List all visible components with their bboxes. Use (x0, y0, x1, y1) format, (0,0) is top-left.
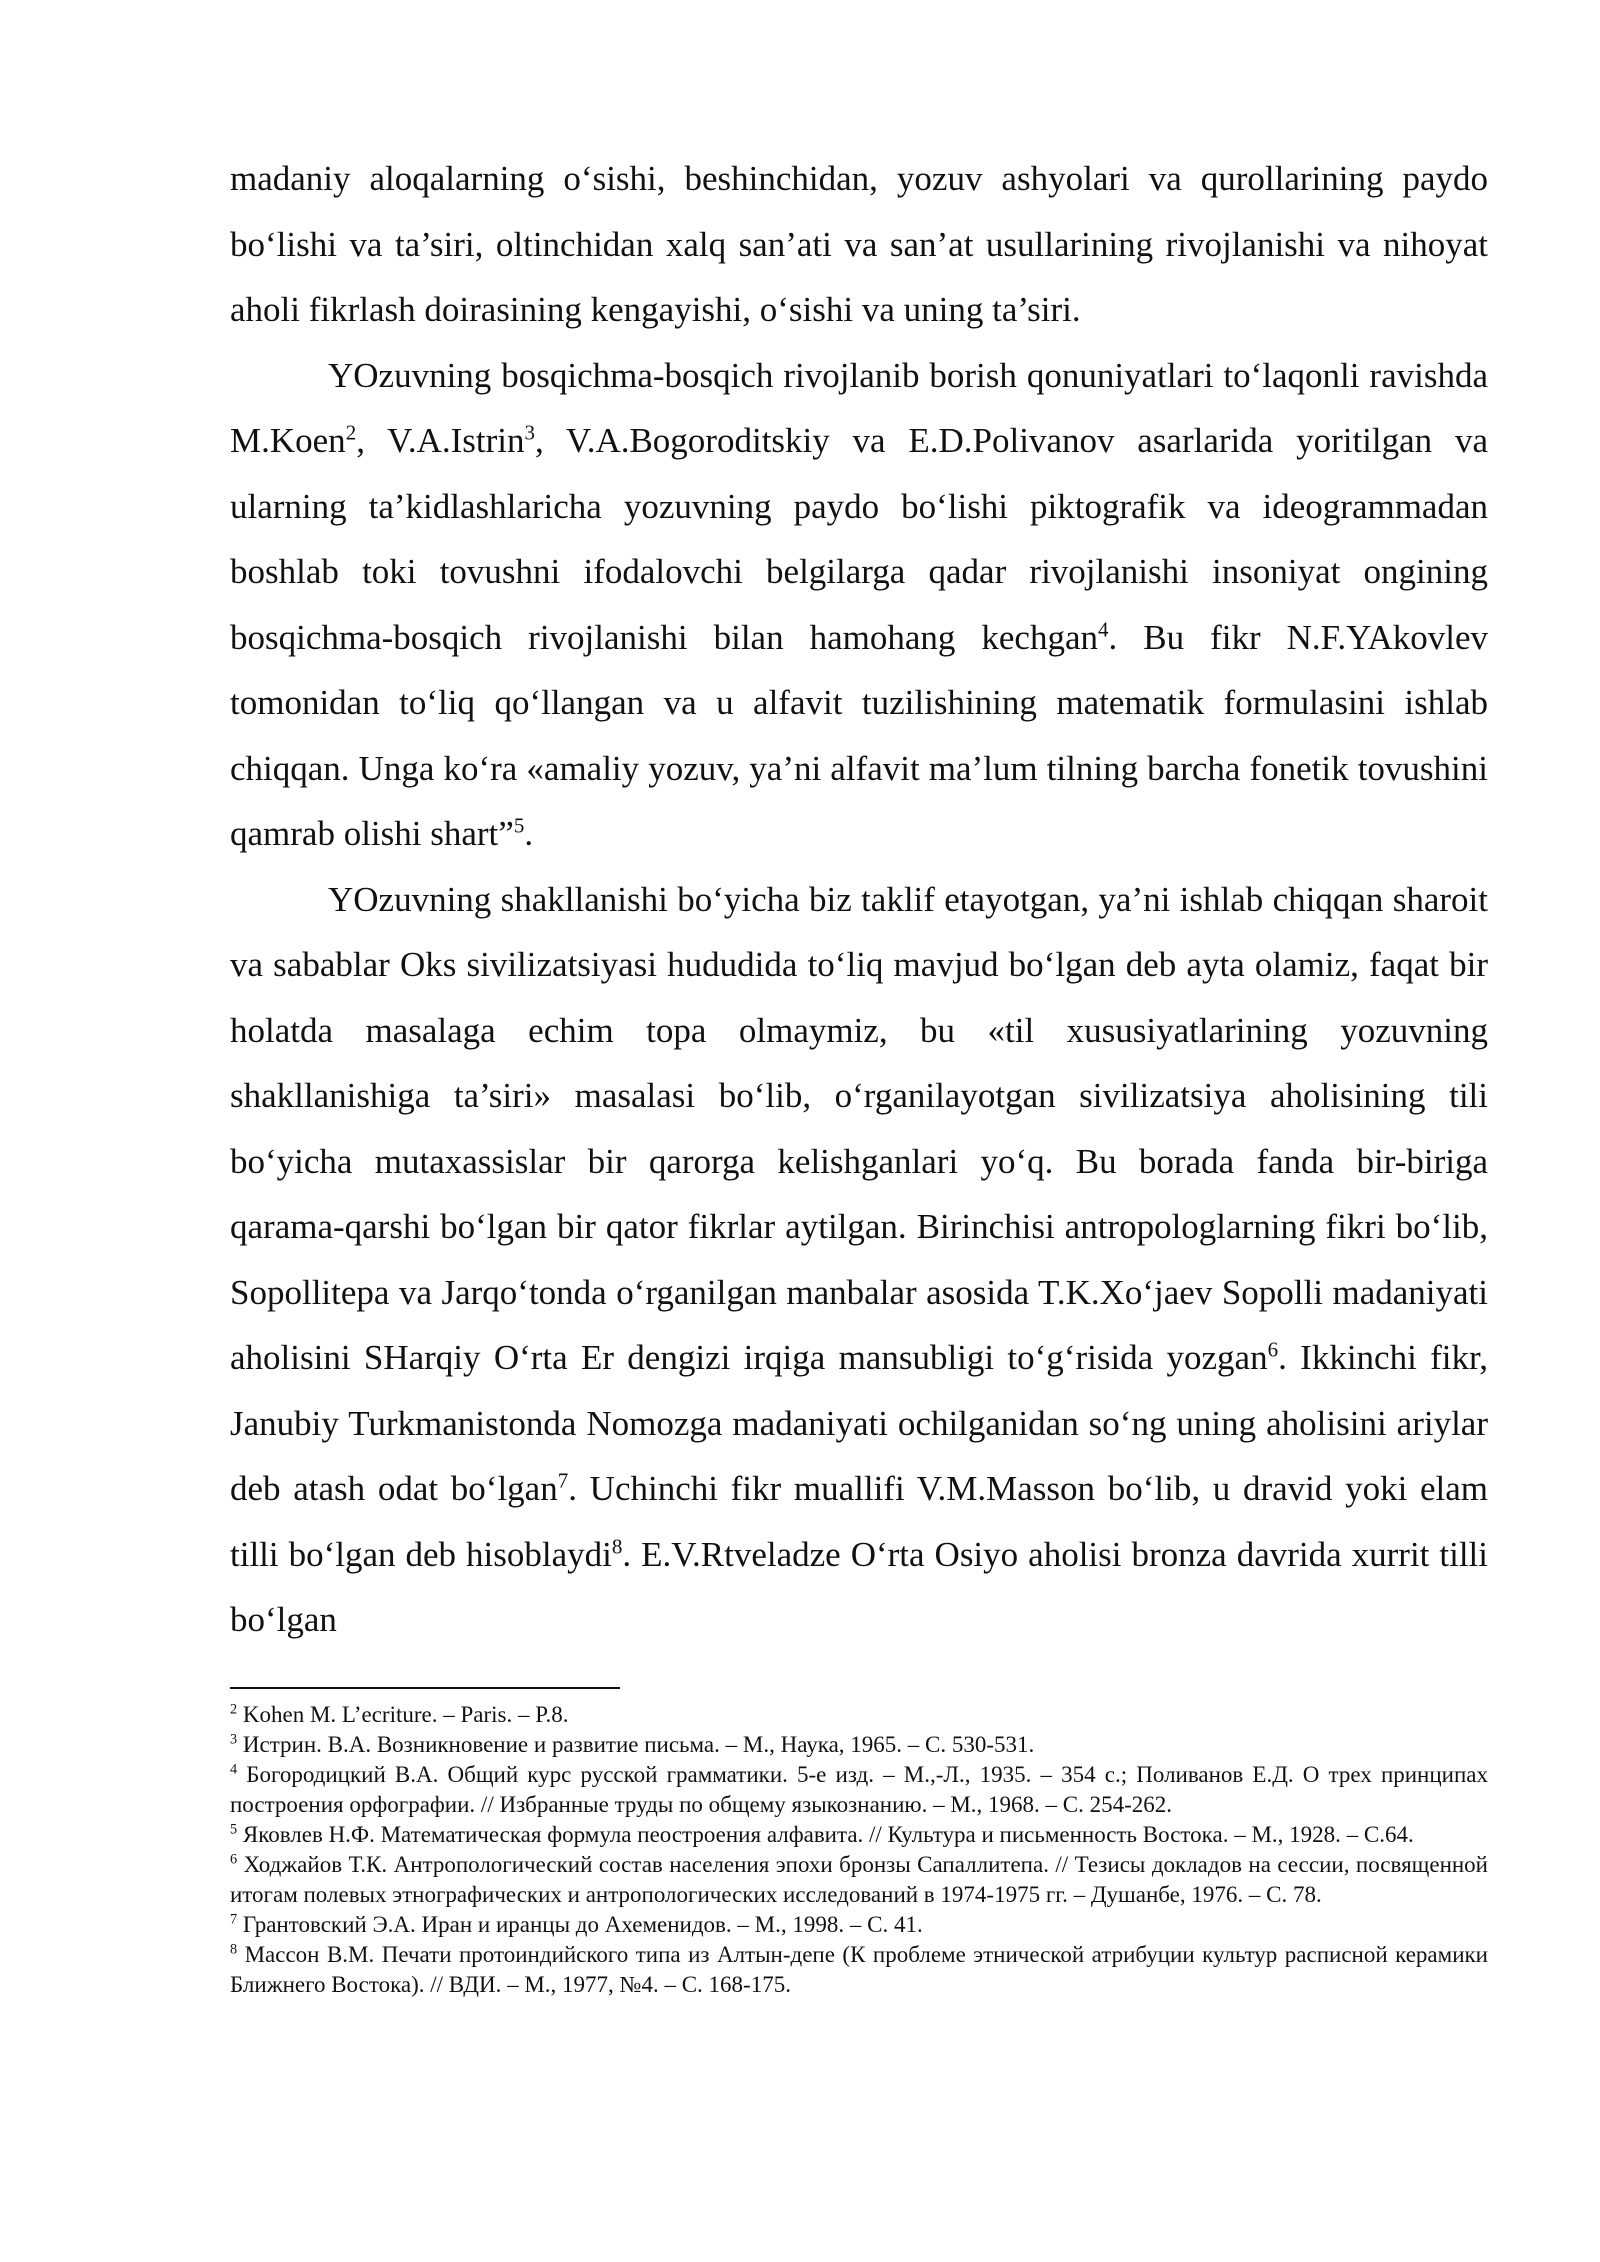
footnote-ref-5[interactable]: 5 (513, 813, 525, 838)
text-run: . Uchinchi fikr muallifi V.M.Masson bo‘lib, u dravid yoki elam tilli bo‘lgan deb hisoblaydi (230, 1469, 1489, 1574)
footnote-ref-4[interactable]: 4 (1098, 616, 1109, 641)
footnote-4 (230, 1760, 1488, 1820)
footnote-number: 7 (230, 1911, 238, 1928)
footnote-ref-7[interactable]: 7 (557, 1468, 569, 1493)
footnote-7 (230, 1910, 1488, 1940)
footnote-text: Грантовский Э.А. Иран и иранцы до Ахеменидов. – М., 1998. – С. 41. (237, 1912, 923, 1937)
text-run: . (524, 814, 534, 853)
paragraph-3 (230, 867, 1488, 1653)
paragraph-2 (230, 343, 1488, 867)
footnote-text: Массон В.М. Печати протоиндийского типа из Алтын-депе (К проблеме этнической атрибуции культур расписной керамики Ближнего Востока). // ВДИ. – М., 1977, №4. – С. 168-175. (230, 1942, 1488, 1997)
footnote-number: 8 (230, 1941, 238, 1958)
footnote-8 (230, 1940, 1488, 2000)
footnote-separator (230, 1687, 620, 1689)
footnote-3 (230, 1730, 1488, 1760)
footnote-ref-6[interactable]: 6 (1267, 1337, 1279, 1362)
text-run: , V.A.Istrin (356, 421, 525, 460)
footnote-number: 3 (230, 1731, 238, 1748)
text-run: . Ikkinchi fikr, Janubiy Turkmanistonda Nomozga madaniyati ochilganidan so‘ng uning aholisini ariylar deb atash odat bo‘lgan (230, 1338, 1488, 1508)
footnote-ref-2[interactable]: 2 (345, 420, 357, 445)
footnote-number: 6 (230, 1851, 238, 1868)
footnote-text: Истрин. В.А. Возникновение и развитие письма. – М., Наука, 1965. – С. 530-531. (237, 1732, 1035, 1757)
main-text (230, 146, 1488, 1653)
footnote-6 (230, 1850, 1488, 1910)
text-run: , V.A.Bogoroditskiy va E.D.Polivanov asarlarida yoritilgan va ularning ta’kidlashlaricha yozuvning paydo bo‘lishi piktografik va ideogrammadan boshlab toki tovushni ifodalovchi belgilarga qadar rivojlanishi insoniyat ongining bosqichma-bosqich rivojlanishi bilan hamohang kechgan (230, 421, 1488, 657)
footnote-number: 4 (230, 1761, 238, 1778)
text-run: . Bu fikr N.F.YAkovlev tomonidan to‘liq qo‘llangan va u alfavit tuzilishining matematik formulasini ishlab chiqqan. Unga ko‘ra «amaliy yozuv, ya’ni alfavit ma’lum tilning barcha fonetik tovushini qamrab olishi shart” (230, 617, 1489, 853)
text-run: . E.V.Rtveladze O‘rta Osiyo aholisi bronza davrida xurrit tilli bo‘lgan (230, 1534, 1489, 1639)
footnote-text: Яковлев Н.Ф. Математическая формула пеостроения алфавита. // Культура и письменность Востока. – М., 1928. – С.64. (237, 1822, 1414, 1847)
footnote-5 (230, 1820, 1488, 1850)
footnote-text: Богородицкий В.А. Общий курс русской грамматики. 5-е изд. – М.,-Л., 1935. – 354 с.; Поливанов Е.Д. О трех принципах построения орфографии. // Избранные труды по общему языкознанию. – М., 1968. – С. 254-262. (230, 1762, 1488, 1817)
paragraph-1-text: madaniy aloqalarning o‘sishi, beshinchidan, yozuv ashyolari va qurollarining paydo bo‘lishi va ta’siri, oltinchidan xalq san’ati va san’at usullarining rivojlanishi va nihoyat aholi fikrlash doirasining kengayishi, o‘sishi va uning ta’siri. (230, 159, 1488, 329)
footnote-ref-8[interactable]: 8 (611, 1533, 623, 1558)
footnote-ref-3[interactable]: 3 (524, 420, 536, 445)
footnote-2 (230, 1700, 1488, 1730)
footnote-number: 5 (230, 1821, 238, 1838)
footnote-text: Ходжайов Т.К. Антропологический состав населения эпохи бронзы Сапаллитепа. // Тезисы докладов на сессии, посвященной итогам полевых этнографических и антропологических исследований в 1974-1975 гг. – Душанбе, 1976. – С. 78. (230, 1852, 1488, 1907)
footnote-number: 2 (230, 1701, 238, 1718)
footnote-text: Kohen M. L’ecriture. – Paris. – P.8. (237, 1702, 569, 1727)
footnotes (230, 1700, 1488, 2000)
text-run: YOzuvning bosqichma-bosqich rivojlanib borish qonuniyatlari to‘laqonli ravishda M.Koen (230, 355, 1488, 460)
paragraph-1 (230, 146, 1488, 343)
text-run: YOzuvning shakllanishi bo‘yicha biz taklif etayotgan, ya’ni ishlab chiqqan sharoit va sabablar Oks sivilizatsiyasi hududida to‘liq mavjud bo‘lgan deb ayta olamiz, faqat bir holatda masalaga echim topa olmaymiz, bu «til xususiyatlarining yozuvning shakllanishiga ta’siri» masalasi bo‘lib, o‘rganilayotgan sivilizatsiya aholisining tili bo‘yicha mutaxassislar bir qarorga kelishganlari yo‘q. Bu borada fanda bir-biriga qarama-qarshi bo‘lgan bir qator fikrlar aytilgan. Birinchisi antropologlarning fikri bo‘lib, Sopollitepa va Jarqo‘tonda o‘rganilgan manbalar asosida T.K.Xo‘jaev Sopolli madaniyati aholisini SHarqiy O‘rta Er dengizi irqiga mansubligi to‘g‘risida yozgan (230, 879, 1488, 1377)
